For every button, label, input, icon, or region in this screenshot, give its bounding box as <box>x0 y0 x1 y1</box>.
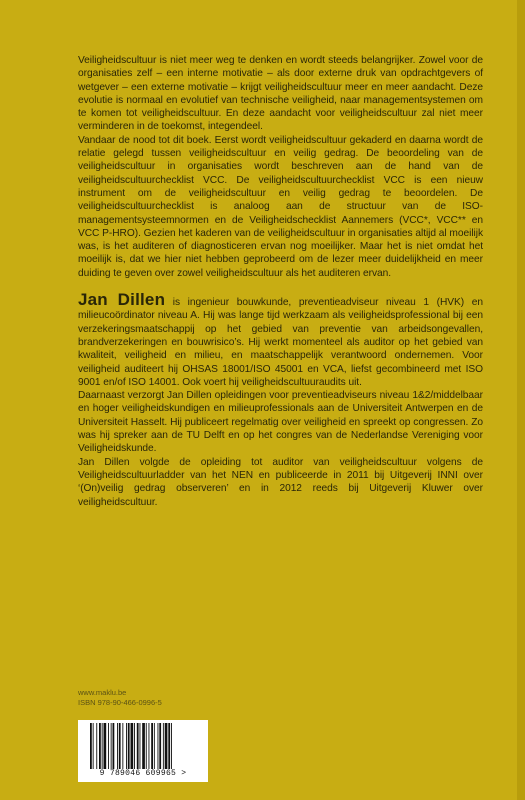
barcode-bar <box>90 723 92 769</box>
barcode-bar <box>128 723 130 769</box>
author-bio-paragraph-3: Jan Dillen volgde de opleiding tot auditor van veiligheidscultuur volgens de Veiligheidscultuurladder van het NEN en publiceerde in 2011 bij Uitgeverij INNI over ‘(On)veilig gedrag observeren’ en in 2012 reeds bij Uitgeverij Kluwer over veiligheidscultuur. <box>78 456 483 508</box>
author-name: Jan Dillen <box>78 290 166 310</box>
barcode-bar <box>104 723 107 769</box>
barcode-bar <box>99 723 101 769</box>
barcode-bar <box>171 723 172 769</box>
barcode-bar <box>131 723 134 769</box>
barcode-bar <box>93 723 94 769</box>
barcode-bar <box>154 723 155 769</box>
barcode-bar <box>134 723 135 769</box>
barcode-bar <box>126 723 127 769</box>
barcode-bar <box>122 723 123 769</box>
barcode-bar <box>142 723 145 769</box>
intro-paragraph-2: Vandaar de nood tot dit boek. Eerst wordt veiligheidscultuur gekaderd en daarna wordt de relatie gelegd tussen veiligheidscultuur en veilig gedrag. De beoordeling van de veiligheidscultuur in organisaties wordt beschreven aan de hand van de veiligheidscultuurchecklist VCC. De veiligheidscultuurchecklist VCC is een nieuw instrument om de veiligheidscultuur en veilig gedrag te beoordelen. De veiligheidscultuurchecklist is analoog aan de structuur van de ISO-managementsysteemnormen en de Veiligheidschecklist Aannemers (VCC*, VCC** en VCC P-HRO). Gezien het kaderen van de veiligheidscultuur in organisaties altijd al moeilijk was, is het auditeren of diagnosticeren ervan nog moeilijker. Maar het is niet omdat het moeilijk is, dat we hier niet hebben geprobeerd om de lezer meer duidelijkheid en meer duiding te geven over zowel veiligheidscultuur als het auditeren ervan. <box>78 134 483 279</box>
barcode <box>78 720 208 782</box>
intro-paragraph-1: Veiligheidscultuur is niet meer weg te denken en wordt steeds belangrijker. Zowel voor de organisaties zelf – een interne motivatie – als door externe druk van opdrachtgevers of wetgever – een externe motivatie – krijgt veiligheidscultuur meer en meer aandacht. Deze evolutie is normaal en evolutief van technische veiligheid, naar managementsystemen om te komen tot veiligheidscultuur. En deze aandacht voor veiligheidscultuur zal niet meer verminderen in de toekomst, integendeel. <box>78 55 483 133</box>
author-bio-paragraph-2: Daarnaast verzorgt Jan Dillen opleidingen voor preventieadviseurs niveau 1&2/middelbaar en hoger veiligheidskundigen en milieuprofessionals aan de Universiteit Antwerpen en de Universiteit Hasselt. Hij publiceert regelmatig over veiligheid en spreekt op congressen. Zo was hij spreker aan de TU Delft en op het congres van de Nederlandse Vereniging voor Veiligheidskunde. <box>78 390 483 455</box>
spine-edge <box>517 0 525 800</box>
barcode-bar <box>96 723 97 769</box>
barcode-bar <box>146 723 147 769</box>
publisher-meta <box>78 688 162 708</box>
barcode-bar <box>113 723 115 769</box>
barcode-bar <box>165 723 168 769</box>
barcode-bar <box>163 723 164 769</box>
barcode-bar <box>168 723 170 769</box>
cover-text-block <box>78 54 483 509</box>
barcode-bar <box>137 723 139 769</box>
barcode-bar <box>159 723 161 769</box>
author-bio-paragraph-1 <box>78 290 483 389</box>
author-bio-text: is ingenieur bouwkunde, preventieadviseur niveau 1 (HVK) en milieucoördinator niveau A. Hij was lange tijd werkzaam als veiligheidsprofessional bij een verzekeringsmaatschappij op het gebied van preventie van arbeidsongevallen, brandverzekeringen en bouwrisico’s. Hij werkt momenteel als auditor op het gebied van kwaliteit, veiligheid en milieu, en maatschappelijk verantwoord ondernemen. Voor veiligheid auditeert hij OHSAS 18001/ISO 45001 en VCA, liefst gecombineerd met ISO 9001 en/of ISO 14001. Ook voert hij veiligheidscultuuraudits uit. <box>78 297 483 388</box>
isbn-text: ISBN 978-90-466-0996-5 <box>78 698 162 707</box>
barcode-bar <box>119 723 121 769</box>
barcode-bar <box>111 723 112 769</box>
barcode-bar <box>108 723 109 769</box>
publisher-website: www.maklu.be <box>78 688 127 697</box>
barcode-bars <box>88 723 198 769</box>
barcode-bar <box>140 723 141 769</box>
barcode-bar <box>151 723 153 769</box>
barcode-bar <box>117 723 118 769</box>
barcode-bar <box>149 723 150 769</box>
barcode-bar <box>102 723 103 769</box>
barcode-digits: 9 789046 609965 > <box>99 769 187 778</box>
barcode-bar <box>158 723 159 769</box>
